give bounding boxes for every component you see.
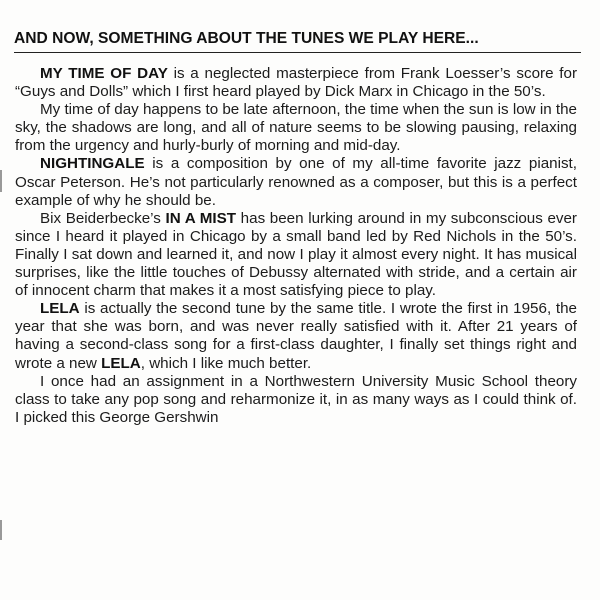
heading-underline <box>14 52 581 53</box>
paragraph-lela: LELA is actually the second tune by the same title. I wrote the first in 1956, the year that she was born, and was never really satisfied with it. After 21 years of having a second-class song for a first-class daughter, I finally set things right and wrote a new LELA, which I like much better. <box>15 300 577 372</box>
tune-title: LELA <box>101 354 141 372</box>
tune-title: LELA <box>40 300 80 318</box>
page-edge-mark <box>0 520 2 540</box>
paragraph-my-time-of-day: MY TIME OF DAY is a neglected masterpiece from Frank Loesser’s score for “Guys and Dolls” which I first heard played by Dick Marx in Chicago in the 50’s. <box>15 65 577 101</box>
tune-title: IN A MIST <box>165 209 237 227</box>
paragraph-time-of-day-description: My time of day happens to be late afternoon, the time when the sun is low in the sky, the shadows are long, and all of nature seems to be slowing pausing, relaxing from the urgency and hurly-burly of morning and mid-day. <box>15 101 577 155</box>
section-heading: AND NOW, SOMETHING ABOUT THE TUNES WE PLAY HERE... <box>14 30 479 47</box>
page-edge-mark <box>0 170 2 192</box>
paragraph-nightingale: NIGHTINGALE is a composition by one of my all-time favorite jazz pianist, Oscar Peterson. He’s not particularly renowned as a composer, but this is a perfect example of why he should be. <box>15 155 577 209</box>
paragraph-gershwin: I once had an assignment in a Northwestern University Music School theory class to take any pop song and reharmonize it, in as many ways as I could think of. I picked this George Gershwin <box>15 372 577 426</box>
tune-title: NIGHTINGALE <box>40 155 145 173</box>
article-body <box>15 65 577 427</box>
tune-title: MY TIME OF DAY <box>40 65 168 82</box>
paragraph-in-a-mist: Bix Beiderbecke’s IN A MIST has been lurking around in my subconscious ever since I heard it played in Chicago by a small band led by Red Nichols in the 50’s. Finally I sat down and learned it, and now I play it almost every night. It has musical surprises, like the little touches of Debussy alternated with stride, and a certain air of innocent charm that makes it a most satisfying piece to play. <box>15 209 577 300</box>
